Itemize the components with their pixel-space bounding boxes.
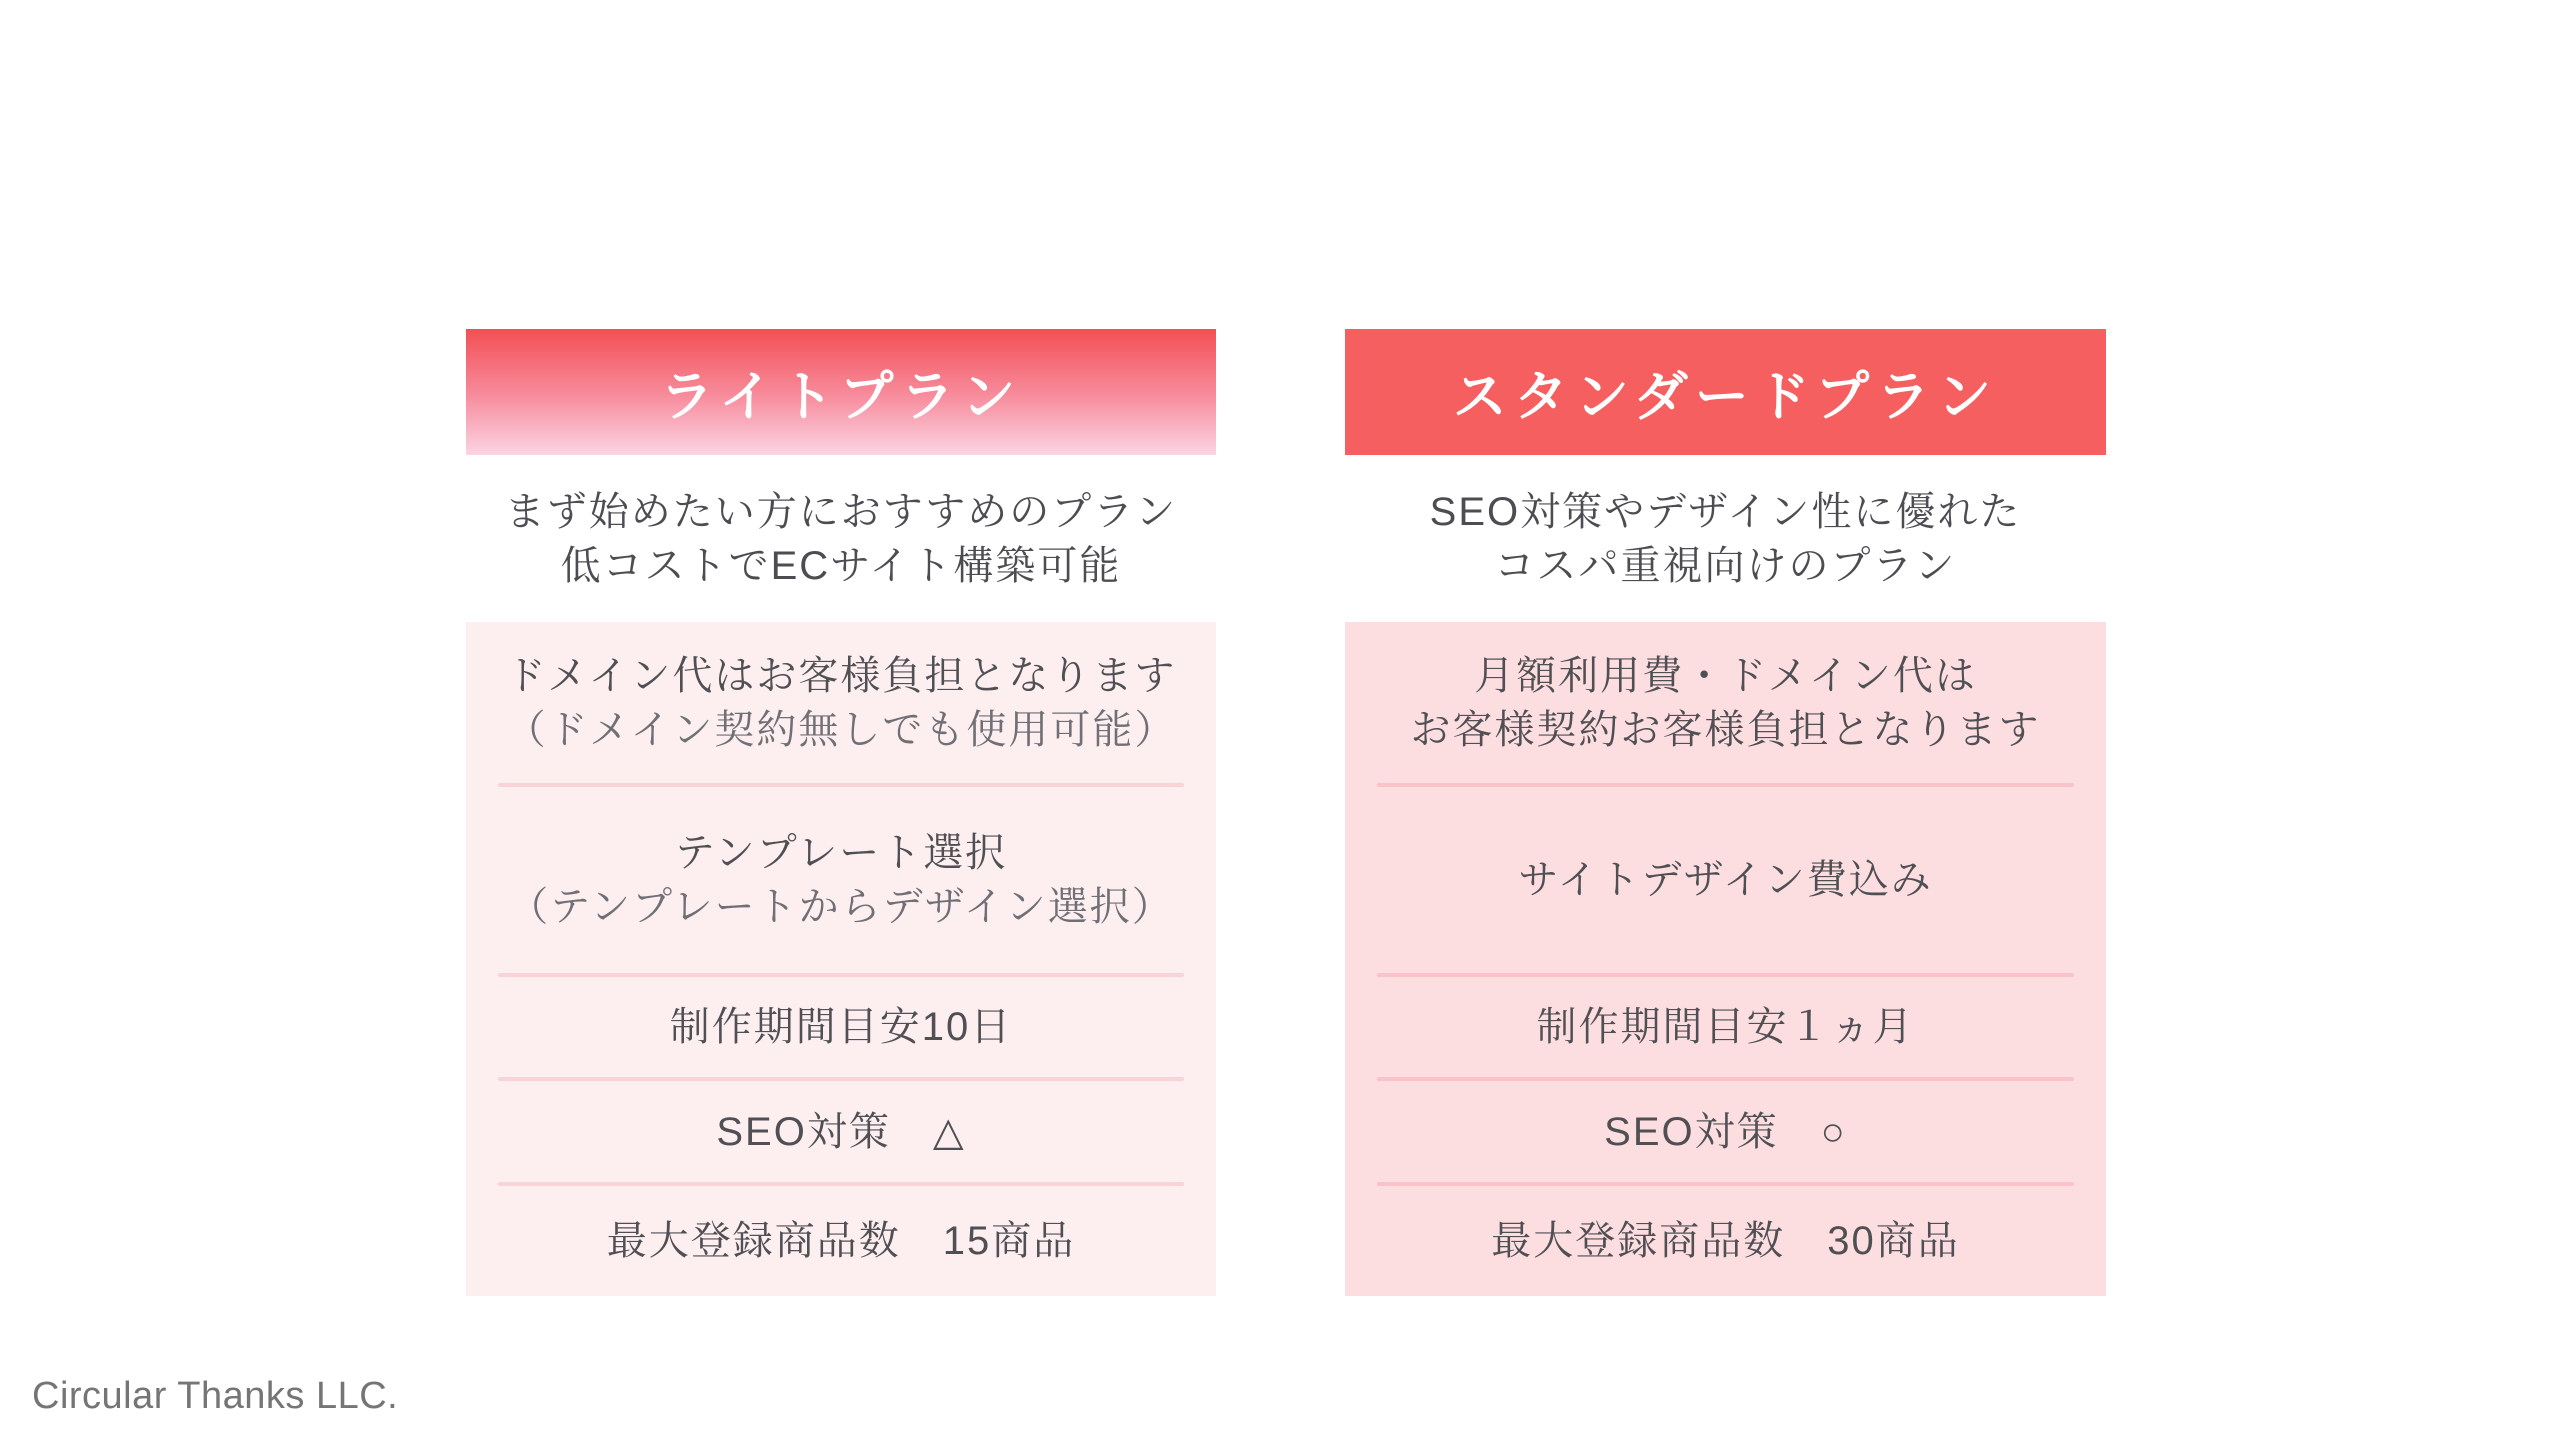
plan-header-light	[466, 329, 1216, 455]
feature-row-template	[466, 787, 1216, 973]
plan-subtitle-standard	[1345, 455, 2106, 622]
plan-subtitle-light	[466, 455, 1216, 622]
feature-note: （テンプレートからデザイン選択）	[508, 885, 1174, 929]
feature-row-duration	[466, 977, 1216, 1077]
feature-text: 月額利用費・ドメイン代は	[1474, 653, 1977, 698]
feature-text: ドメイン代はお客様負担となります	[505, 653, 1177, 698]
plan-feature-list-standard	[1345, 622, 2106, 1296]
feature-row-seo	[466, 1081, 1216, 1182]
feature-row-duration	[1345, 977, 2106, 1077]
plan-subtitle-line: 低コストでECサイト構築可能	[560, 543, 1122, 588]
feature-text: SEO対策 △	[716, 1109, 966, 1154]
plan-subtitle-line: SEO対策やデザイン性に優れた	[1429, 489, 2022, 534]
feature-row-design	[1345, 787, 2106, 973]
feature-text: 制作期間目安１ヵ月	[1536, 1005, 1915, 1049]
feature-text: 最大登録商品数 30商品	[1491, 1219, 1960, 1263]
plan-card-light	[466, 329, 1216, 1296]
plan-title-light: ライトプラン	[659, 366, 1023, 427]
plan-title-standard: スタンダードプラン	[1452, 366, 1999, 427]
plan-feature-list-light	[466, 622, 1216, 1296]
feature-row-seo	[1345, 1081, 2106, 1182]
feature-row-domain	[1345, 622, 2106, 783]
feature-note: （ドメイン契約無しでも使用可能）	[505, 707, 1177, 752]
feature-text: SEO対策 ○	[1604, 1109, 1847, 1154]
feature-row-domain	[466, 622, 1216, 783]
footer-company: Circular Thanks LLC.	[32, 1375, 399, 1417]
feature-row-max-products	[1345, 1186, 2106, 1296]
feature-text: テンプレート選択	[674, 831, 1008, 875]
plan-subtitle-line: まず始めたい方におすすめのプラン	[504, 489, 1178, 534]
feature-text: サイトデザイン費込み	[1518, 858, 1933, 902]
feature-text: 最大登録商品数 15商品	[606, 1219, 1076, 1263]
feature-text: お客様契約お客様負担となります	[1410, 707, 2041, 752]
feature-row-max-products	[466, 1186, 1216, 1296]
plan-card-standard	[1345, 329, 2106, 1296]
plan-subtitle-line: コスパ重視向けのプラン	[1494, 543, 1957, 588]
feature-text: 制作期間目安10日	[669, 1005, 1013, 1049]
plan-header-standard	[1345, 329, 2106, 455]
